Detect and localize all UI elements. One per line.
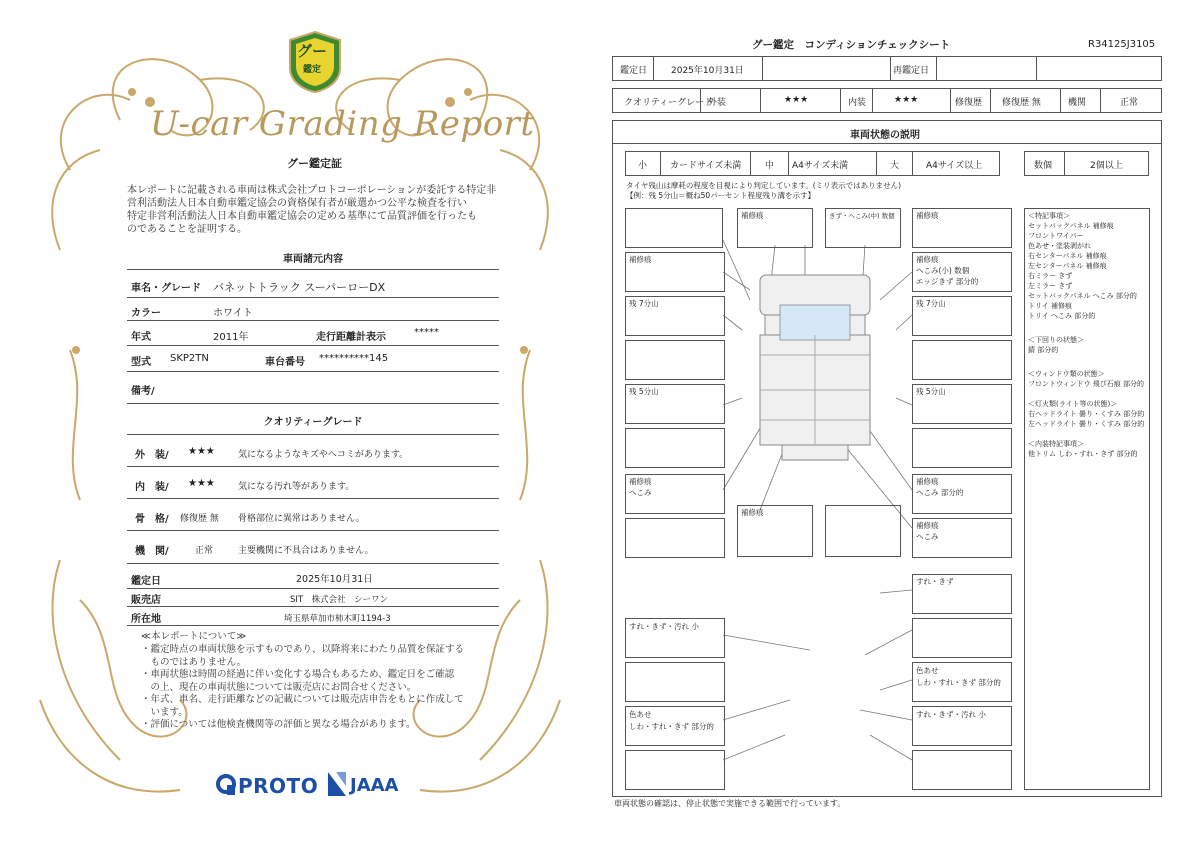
interior-box	[912, 706, 1012, 746]
interior-box	[625, 750, 725, 790]
tire-text: 残 7分山	[916, 299, 946, 308]
feature-line: ＜特記事項＞	[1028, 212, 1070, 220]
damage-text: エッジきず 部分的	[916, 277, 979, 286]
repair-label: 修復歴	[955, 98, 983, 108]
year-value: 2011年	[213, 332, 249, 343]
chassis-label: 車台番号	[265, 357, 305, 368]
damage-text: へこみ 部分的	[916, 488, 964, 497]
sheet-title: グー鑑定 コンディションチェックシート	[752, 39, 951, 51]
damage-text: へこみ	[916, 532, 939, 541]
feature-line: フロントウィンドウ 飛び石痕 部分的	[1028, 380, 1145, 388]
feature-line: 右センターパネル 補修痕	[1028, 252, 1107, 260]
frame-label: 骨 格/	[135, 514, 169, 525]
note-line: ・車両状態は時間の経過に伴い変化する場合もあるため、鑑定日をご確認	[141, 669, 455, 680]
feature-line: 右ミラー きず	[1028, 272, 1073, 280]
proto-logo-text: PROTO	[238, 774, 319, 798]
feature-line: ＜ウィンドウ類の状態＞	[1028, 370, 1105, 378]
engine-value: 正常	[195, 546, 214, 556]
note-line: の上、現在の車両状態については販売店にお問合せください。	[141, 681, 417, 693]
feature-line: 錆 部分的	[1028, 346, 1059, 354]
ext-value: ★★★	[784, 95, 809, 105]
engine-label: 機 関/	[135, 546, 169, 557]
damage-text: 補修痕	[741, 508, 764, 517]
frame-comment: 骨格部位に異常はありません。	[238, 514, 365, 524]
divider	[127, 320, 499, 321]
tire-note-2: 【例：残 5分山＝概ね50パーセント程度残り溝を示す】	[626, 191, 816, 200]
damage-text: 補修痕	[916, 477, 939, 486]
int-value: ★★★	[894, 95, 919, 105]
intro-line: 本レポートに記載される車両は株式会社プロトコーポレーションが委託する特定非	[127, 185, 497, 196]
proto-logo-icon	[215, 773, 237, 797]
feature-spacer	[1028, 321, 1150, 335]
size-mid: 中	[765, 161, 775, 171]
quality-header: クオリティーグレード	[263, 417, 363, 428]
exterior-box	[912, 518, 1012, 558]
damage-text: 色あせ	[629, 710, 652, 719]
chassis-value: **********145	[319, 353, 389, 364]
year-label: 年式	[131, 332, 151, 343]
divider	[127, 588, 499, 589]
size-large-desc: A4サイズ以上	[926, 161, 983, 171]
size-large: 大	[890, 161, 900, 171]
interior-box	[912, 618, 1012, 658]
divider	[127, 269, 499, 270]
interior-box	[625, 706, 725, 746]
mileage-label: 走行距離計表示	[316, 332, 386, 343]
exterior-comment: 気になるようなキズやヘコミがあります。	[238, 450, 409, 460]
grade-label: クオリティーグレード	[624, 98, 714, 108]
notes-list	[141, 644, 501, 732]
damage-text: きず・へこみ(中) 数個	[829, 212, 895, 220]
report-script-title: U-car Grading Report	[150, 104, 535, 144]
damage-text: すれ・きず・汚れ 小	[629, 622, 699, 631]
feature-line: 左センターパネル 補修痕	[1028, 262, 1107, 270]
tire-text: 残 7分山	[629, 299, 659, 308]
damage-text: 補修痕	[916, 521, 939, 530]
exterior-box	[912, 296, 1012, 336]
feature-line: ＜内装特記事項＞	[1028, 440, 1084, 448]
specs-header: 車両諸元内容	[283, 254, 343, 265]
divider	[127, 466, 499, 467]
feature-line: 他トリム しわ・すれ・きず 部分的	[1028, 450, 1138, 458]
model-label: 型式	[131, 357, 151, 368]
feature-line: フロントワイパー	[1028, 232, 1084, 240]
exterior-box	[912, 252, 1012, 292]
size-mid-desc: A4サイズ未満	[792, 161, 849, 171]
intro-line: 営利活動法人日本自動車鑑定協会の資格保有者が厳選かつ公平な検査を行い	[127, 198, 467, 209]
intro-line: 特定非営利活動法人日本自動車鑑定協会の定める基準にて品質評価を行ったも	[127, 211, 477, 222]
damage-text: すれ・きず・汚れ 小	[916, 710, 986, 719]
tire-text: 残 5分山	[629, 387, 659, 396]
feature-spacer	[1028, 389, 1150, 399]
divider	[127, 498, 499, 499]
interior-label: 内 装/	[135, 482, 169, 493]
engine-value: 正常	[1120, 98, 1139, 108]
divider	[127, 297, 499, 298]
damage-text: しわ・すれ・きず 部分的	[916, 678, 1001, 687]
feature-line: セットバックパネル 補修痕	[1028, 222, 1114, 230]
vehicle-top-view-diagram	[730, 270, 900, 470]
interior-comment: 気になる汚れ等があります。	[238, 482, 355, 492]
divider	[127, 530, 499, 531]
damage-text: すれ・きず	[916, 577, 954, 586]
exterior-box	[825, 208, 901, 248]
feature-line: 色あせ・塗装剥がれ	[1028, 242, 1091, 250]
exterior-box	[912, 384, 1012, 424]
color-value: ホワイト	[213, 308, 253, 319]
car-name-value: バネットトラック スーパーローDX	[213, 281, 386, 294]
badge-sub-text: 鑑定	[303, 65, 322, 75]
remarks-label: 備考/	[131, 386, 155, 397]
features-list	[1028, 211, 1150, 459]
jaaa-logo-icon	[326, 770, 348, 798]
exterior-box	[737, 505, 813, 557]
note-line: ものではありません。	[141, 656, 247, 668]
tire-note-1: タイヤ残山は摩耗の程度を目視により判定しています。(ミリ表示ではありません)	[626, 181, 902, 190]
feature-line: 右ヘッドライト 曇り・くすみ 部分的	[1028, 410, 1145, 418]
divider	[127, 371, 499, 372]
exterior-box	[825, 505, 901, 557]
certificate-title: グー鑑定証	[287, 157, 342, 170]
feature-line: 左ヘッドライト 曇り・くすみ 部分的	[1028, 420, 1145, 428]
note-line: ・評価については他検査機関等の評価と異なる場合があります。	[141, 719, 416, 730]
interior-box	[912, 662, 1012, 702]
feature-spacer	[1028, 355, 1150, 369]
damage-text: へこみ	[629, 488, 652, 497]
exterior-stars: ★★★	[188, 446, 215, 457]
interior-box	[912, 750, 1012, 790]
feature-spacer	[1028, 429, 1150, 439]
reference-number: R34125J3105	[1088, 39, 1156, 50]
divider	[127, 403, 499, 404]
interior-stars: ★★★	[188, 478, 215, 489]
exterior-label: 外 装/	[135, 450, 169, 461]
engine-comment: 主要機関に不具合はありません。	[238, 546, 374, 556]
shop-value: SIT 株式会社 シーワン	[290, 595, 389, 605]
condition-title: 車両状態の説明	[850, 130, 920, 141]
color-label: カラー	[131, 308, 161, 319]
exterior-box	[625, 252, 725, 292]
footer-note: 車両状態の確認は、停止状態で実施できる範囲で行っています。	[614, 799, 846, 808]
note-line: ・鑑定時点の車両状態を示すものであり、以降将来にわたり品質を保証する	[141, 644, 465, 655]
feature-line: ＜灯火類(ライト等の状態)＞	[1028, 400, 1118, 408]
divider	[127, 606, 499, 607]
damage-text: 補修痕	[741, 211, 764, 220]
exterior-box	[912, 208, 1012, 248]
feature-line: セットバックパネル へこみ 部分的	[1028, 292, 1137, 300]
feature-line: トリイ 補修痕	[1028, 302, 1073, 310]
int-label: 内装	[848, 98, 867, 108]
car-name-label: 車名・グレード	[131, 283, 201, 294]
shop-label: 販売店	[131, 595, 161, 606]
damage-text: 補修痕	[916, 211, 939, 220]
damage-text: 補修痕	[629, 255, 652, 264]
damage-text: 補修痕	[629, 477, 652, 486]
damage-text: 補修痕	[916, 255, 939, 264]
exterior-box	[625, 340, 725, 380]
feature-line: ＜下回りの状態＞	[1028, 336, 1084, 344]
divider	[127, 345, 499, 346]
size-small: 小	[638, 161, 648, 171]
size-small-desc: カードサイズ未満	[670, 161, 742, 171]
count-desc: 2個以上	[1090, 161, 1123, 171]
feature-line: トリイ へこみ 部分的	[1028, 312, 1096, 320]
exterior-box	[625, 384, 725, 424]
appraisal-date-value: 2025年10月31日	[296, 574, 373, 585]
interior-box	[912, 574, 1012, 614]
appraisal-date-label: 鑑定日	[131, 576, 161, 587]
exterior-box	[625, 208, 723, 248]
divider	[127, 434, 499, 435]
interior-box	[625, 662, 725, 702]
divider	[127, 563, 499, 564]
intro-line: のであることを証明する。	[127, 224, 247, 235]
damage-text: 色あせ	[916, 666, 939, 675]
tire-text: 残 5分山	[916, 387, 946, 396]
address-value: 埼玉県草加市柿木町1194-3	[284, 614, 391, 624]
model-value: SKP2TN	[170, 353, 209, 364]
interior-box	[625, 618, 725, 658]
condition-check-sheet	[600, 0, 1200, 848]
divider	[127, 625, 499, 626]
address-label: 所在地	[131, 614, 161, 625]
date-label: 鑑定日	[620, 66, 648, 76]
exterior-box	[625, 474, 725, 514]
exterior-box	[912, 428, 1012, 468]
damage-text: しわ・すれ・きず 部分的	[629, 722, 714, 731]
ext-label: 外装	[708, 98, 727, 108]
note-line: います。	[141, 706, 188, 718]
count-label: 数個	[1034, 161, 1053, 171]
exterior-box	[737, 208, 813, 248]
frame-value: 修復歴 無	[180, 514, 219, 524]
mileage-value: *****	[414, 327, 439, 338]
intro-paragraph	[127, 184, 507, 236]
note-line: ・年式、車名、走行距離などの記載については販売店申告をもとに作成して	[141, 694, 464, 705]
exterior-box	[912, 340, 1012, 380]
exterior-box	[625, 428, 725, 468]
about-title: ≪本レポートについて≫	[141, 631, 247, 642]
damage-text: へこみ(小) 数個	[916, 266, 970, 275]
jaaa-logo-text: JAAA	[350, 775, 399, 796]
date-value: 2025年10月31日	[671, 66, 744, 76]
exterior-box	[625, 296, 725, 336]
badge-text: グー	[297, 42, 328, 60]
features-panel	[1024, 208, 1150, 790]
engine-label: 機関	[1068, 98, 1087, 108]
repair-value: 修復歴 無	[1002, 98, 1041, 108]
feature-line: 左ミラー きず	[1028, 282, 1073, 290]
exterior-box	[625, 518, 725, 558]
redate-label: 再鑑定日	[893, 66, 930, 76]
exterior-box	[912, 474, 1012, 514]
